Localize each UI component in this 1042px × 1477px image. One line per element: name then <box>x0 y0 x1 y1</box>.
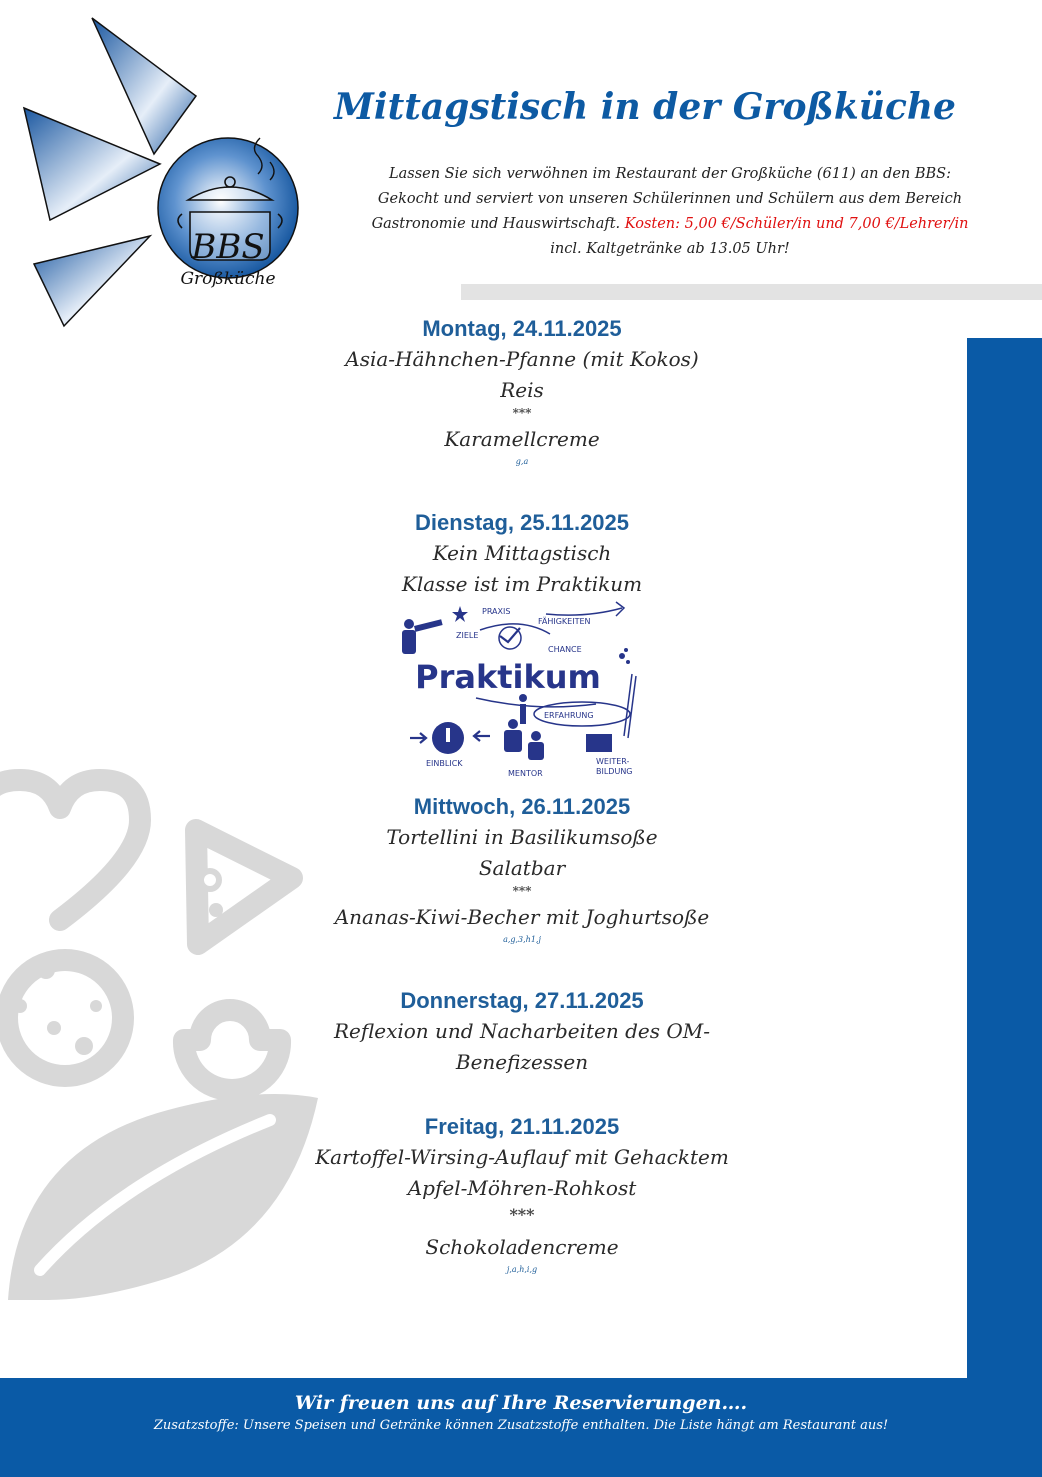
day-wednesday <box>272 792 772 947</box>
word-erfahrung: ERFAHRUNG <box>544 711 594 720</box>
day-tuesday <box>272 508 772 600</box>
cookie-icon <box>7 960 123 1076</box>
header-divider <box>461 284 1042 300</box>
praktikum-illustration <box>396 600 652 784</box>
footer <box>0 1378 1042 1477</box>
dessert: Schokoladencreme <box>425 1235 619 1259</box>
additives: a,g,3,h1,j <box>503 935 541 944</box>
separator: *** <box>509 1205 535 1224</box>
logo-subtitle: Großküche <box>180 269 276 289</box>
logo-letters: BBS <box>191 227 265 267</box>
bbs-logo <box>20 14 310 332</box>
word-ziele: ZIELE <box>456 631 479 640</box>
intro-text <box>340 162 1000 262</box>
additives: j,a,h,i,g <box>506 1265 538 1274</box>
footer-reservation: Wir freuen uns auf Ihre Reservierungen…. <box>294 1392 748 1414</box>
main-dish: Asia-Hähnchen-Pfanne (mit Kokos) <box>345 347 699 371</box>
separator: *** <box>512 406 532 420</box>
dessert: Ananas-Kiwi-Becher mit Joghurtsoße <box>334 905 710 929</box>
word-chance: CHANCE <box>548 645 582 654</box>
note-line-2: Klasse ist im Praktikum <box>401 572 643 596</box>
intro-line-1: Lassen Sie sich verwöhnen im Restaurant der Großküche (611) an den BBS: <box>389 166 951 182</box>
day-date: Freitag, 21.11.2025 <box>424 1114 620 1139</box>
separator: *** <box>512 884 532 898</box>
word-weiter: WEITER- <box>596 757 630 766</box>
additives: g,a <box>515 457 529 466</box>
word-faehigkeiten: FÄHIGKEITEN <box>538 617 591 626</box>
word-bildung: BILDUNG <box>596 767 633 776</box>
intro-line-3 <box>340 212 1000 237</box>
intro-line-4: incl. Kaltgetränke ab 13.05 Uhr! <box>550 241 790 257</box>
intro-line-2: Gekocht und serviert von unseren Schülerinnen und Schülern aus dem Bereich <box>377 191 963 207</box>
praktikum-word: Praktikum <box>415 658 601 696</box>
side-bar <box>967 338 1042 1378</box>
heart-icon <box>0 780 140 920</box>
day-friday <box>272 1112 772 1277</box>
note-line-1: Kein Mittagstisch <box>432 541 612 565</box>
page-title: Mittagstisch in der Großküche <box>334 86 956 128</box>
decorative-food-icons <box>0 760 320 1320</box>
word-praxis: PRAXIS <box>482 607 511 616</box>
main-dish: Tortellini in Basilikumsoße <box>386 825 658 849</box>
dessert: Karamellcreme <box>444 427 600 451</box>
side-dish: Apfel-Möhren-Rohkost <box>407 1176 637 1200</box>
day-date: Donnerstag, 27.11.2025 <box>400 988 644 1013</box>
day-date: Montag, 24.11.2025 <box>422 316 622 341</box>
main-dish: Kartoffel-Wirsing-Auflauf mit Gehacktem <box>315 1145 729 1169</box>
day-date: Mittwoch, 26.11.2025 <box>413 794 631 819</box>
footer-additives-note: Zusatzstoffe: Unsere Speisen und Getränke können Zusatzstoffe enthalten. Die Liste hängt am Restaurant aus! <box>153 1418 889 1433</box>
word-mentor: MENTOR <box>508 769 543 778</box>
price-info: Kosten: 5,00 €/Schüler/in und 7,00 €/Lehrer/in <box>624 216 969 232</box>
note-line-1: Reflexion und Nacharbeiten des OM-Benefizessen <box>334 1019 710 1074</box>
day-thursday <box>272 986 772 1078</box>
day-date: Dienstag, 25.11.2025 <box>414 510 630 535</box>
day-monday <box>272 314 772 469</box>
word-einblick: EINBLICK <box>426 759 463 768</box>
intro-line-3-text: Gastronomie und Hauswirtschaft. <box>371 216 621 232</box>
side-dish: Reis <box>500 378 544 402</box>
side-dish: Salatbar <box>478 856 566 880</box>
